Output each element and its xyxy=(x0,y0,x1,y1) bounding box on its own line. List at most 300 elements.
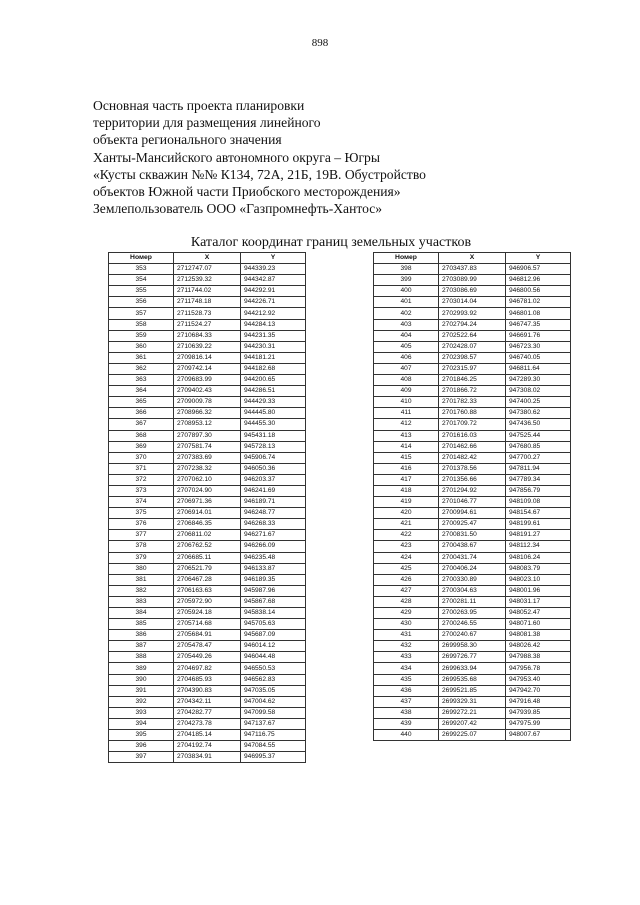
table-row xyxy=(109,596,306,607)
cell-y: 948199.61 xyxy=(506,519,571,530)
cell-number: 354 xyxy=(109,275,174,286)
cell-x: 2704697.82 xyxy=(174,663,241,674)
cell-x: 2709742.14 xyxy=(174,363,241,374)
table-row xyxy=(109,552,306,563)
cell-y: 948031.17 xyxy=(506,596,571,607)
cell-number: 362 xyxy=(109,363,174,374)
cell-number: 378 xyxy=(109,541,174,552)
cell-y: 946014.12 xyxy=(241,641,306,652)
table-row xyxy=(374,386,571,397)
cell-y: 946268.33 xyxy=(241,519,306,530)
table-row xyxy=(109,519,306,530)
cell-number: 377 xyxy=(109,530,174,541)
cell-x: 2707062.10 xyxy=(174,474,241,485)
cell-x: 2705924.18 xyxy=(174,608,241,619)
cell-x: 2701616.03 xyxy=(439,430,506,441)
cell-y: 946691.76 xyxy=(506,330,571,341)
heading-line: объекта регионального значения xyxy=(93,132,282,148)
table-row xyxy=(109,730,306,741)
cell-y: 948109.08 xyxy=(506,497,571,508)
cell-x: 2703089.99 xyxy=(439,275,506,286)
cell-number: 413 xyxy=(374,430,439,441)
cell-x: 2711528.73 xyxy=(174,308,241,319)
cell-x: 2707581.74 xyxy=(174,441,241,452)
cell-y: 944429.33 xyxy=(241,397,306,408)
cell-x: 2703086.69 xyxy=(439,286,506,297)
cell-number: 402 xyxy=(374,308,439,319)
cell-y: 946266.09 xyxy=(241,541,306,552)
table-row xyxy=(109,652,306,663)
cell-y: 944284.13 xyxy=(241,319,306,330)
cell-number: 385 xyxy=(109,619,174,630)
cell-x: 2701462.66 xyxy=(439,441,506,452)
coordinates-table-right xyxy=(373,252,571,741)
cell-y: 946271.67 xyxy=(241,530,306,541)
cell-y: 948007.67 xyxy=(506,730,571,741)
cell-number: 384 xyxy=(109,608,174,619)
cell-x: 2702794.24 xyxy=(439,319,506,330)
table-row xyxy=(374,308,571,319)
table-row xyxy=(109,630,306,641)
table-row xyxy=(109,275,306,286)
cell-x: 2704273.78 xyxy=(174,718,241,729)
table-row xyxy=(109,452,306,463)
cell-number: 390 xyxy=(109,674,174,685)
cell-number: 395 xyxy=(109,730,174,741)
cell-y: 945687.09 xyxy=(241,630,306,641)
cell-y: 945987.96 xyxy=(241,585,306,596)
cell-y: 946781.02 xyxy=(506,297,571,308)
table-row xyxy=(109,541,306,552)
cell-number: 403 xyxy=(374,319,439,330)
cell-x: 2703834.91 xyxy=(174,752,241,763)
cell-x: 2699272.21 xyxy=(439,707,506,718)
table-row xyxy=(109,408,306,419)
cell-y: 948071.60 xyxy=(506,619,571,630)
table-row xyxy=(109,741,306,752)
table-row xyxy=(109,563,306,574)
table-row xyxy=(109,297,306,308)
cell-x: 2700240.67 xyxy=(439,630,506,641)
table-row xyxy=(374,508,571,519)
table-row xyxy=(374,596,571,607)
cell-x: 2701356.66 xyxy=(439,474,506,485)
cell-number: 407 xyxy=(374,363,439,374)
cell-number: 405 xyxy=(374,341,439,352)
cell-x: 2704390.83 xyxy=(174,685,241,696)
cell-x: 2706685.11 xyxy=(174,552,241,563)
cell-x: 2700438.67 xyxy=(439,541,506,552)
cell-number: 436 xyxy=(374,685,439,696)
cell-y: 947700.27 xyxy=(506,452,571,463)
table-header-row xyxy=(374,253,571,264)
heading-line: Землепользователь ООО «Газпромнефть-Хантос» xyxy=(93,201,383,217)
cell-y: 947035.05 xyxy=(241,685,306,696)
cell-y: 945705.63 xyxy=(241,619,306,630)
cell-number: 363 xyxy=(109,375,174,386)
cell-number: 353 xyxy=(109,264,174,275)
heading-line: Ханты-Мансийского автономного округа – Югры xyxy=(93,149,380,165)
cell-number: 374 xyxy=(109,497,174,508)
cell-number: 368 xyxy=(109,430,174,441)
table-row xyxy=(109,663,306,674)
table-row xyxy=(374,652,571,663)
cell-number: 435 xyxy=(374,674,439,685)
table-row xyxy=(109,530,306,541)
table-row xyxy=(374,641,571,652)
cell-number: 437 xyxy=(374,696,439,707)
table-row xyxy=(374,286,571,297)
cell-x: 2700246.55 xyxy=(439,619,506,630)
cell-y: 947956.78 xyxy=(506,663,571,674)
table-row xyxy=(374,297,571,308)
table-row xyxy=(374,352,571,363)
cell-x: 2701046.77 xyxy=(439,497,506,508)
cell-number: 428 xyxy=(374,596,439,607)
table-row xyxy=(109,363,306,374)
cell-x: 2700925.47 xyxy=(439,519,506,530)
cell-number: 425 xyxy=(374,563,439,574)
cell-number: 357 xyxy=(109,308,174,319)
cell-number: 372 xyxy=(109,474,174,485)
table-row xyxy=(374,585,571,596)
cell-y: 947953.40 xyxy=(506,674,571,685)
cell-x: 2704192.74 xyxy=(174,741,241,752)
cell-number: 432 xyxy=(374,641,439,652)
cell-x: 2700304.63 xyxy=(439,585,506,596)
table-row xyxy=(374,552,571,563)
cell-y: 944292.91 xyxy=(241,286,306,297)
cell-x: 2699207.42 xyxy=(439,718,506,729)
cell-x: 2701378.56 xyxy=(439,463,506,474)
cell-x: 2709402.43 xyxy=(174,386,241,397)
cell-number: 422 xyxy=(374,530,439,541)
cell-number: 434 xyxy=(374,663,439,674)
cell-y: 947400.25 xyxy=(506,397,571,408)
table-row xyxy=(374,397,571,408)
cell-x: 2699958.30 xyxy=(439,641,506,652)
cell-x: 2712539.32 xyxy=(174,275,241,286)
cell-number: 406 xyxy=(374,352,439,363)
table-row xyxy=(374,275,571,286)
cell-x: 2711524.27 xyxy=(174,319,241,330)
table-row xyxy=(109,463,306,474)
table-row xyxy=(374,330,571,341)
cell-y: 946811.64 xyxy=(506,363,571,374)
header-x: X xyxy=(174,253,241,264)
cell-number: 367 xyxy=(109,419,174,430)
cell-number: 409 xyxy=(374,386,439,397)
cell-x: 2700994.61 xyxy=(439,508,506,519)
cell-x: 2700263.95 xyxy=(439,608,506,619)
cell-number: 361 xyxy=(109,352,174,363)
table-row xyxy=(109,330,306,341)
cell-x: 2700406.24 xyxy=(439,563,506,574)
cell-x: 2702398.57 xyxy=(439,352,506,363)
cell-number: 404 xyxy=(374,330,439,341)
cell-x: 2699535.68 xyxy=(439,674,506,685)
cell-y: 944181.21 xyxy=(241,352,306,363)
cell-number: 375 xyxy=(109,508,174,519)
table-row xyxy=(374,519,571,530)
table-row xyxy=(374,730,571,741)
cell-number: 364 xyxy=(109,386,174,397)
heading-line: территории для размещения линейного xyxy=(93,115,321,131)
cell-number: 360 xyxy=(109,341,174,352)
cell-y: 944445.80 xyxy=(241,408,306,419)
cell-number: 376 xyxy=(109,519,174,530)
cell-x: 2710639.22 xyxy=(174,341,241,352)
cell-number: 396 xyxy=(109,741,174,752)
cell-y: 948081.38 xyxy=(506,630,571,641)
cell-x: 2708953.12 xyxy=(174,419,241,430)
cell-number: 419 xyxy=(374,497,439,508)
cell-y: 947308.02 xyxy=(506,386,571,397)
cell-number: 379 xyxy=(109,552,174,563)
cell-y: 948191.27 xyxy=(506,530,571,541)
table-row xyxy=(109,608,306,619)
cell-y: 944339.23 xyxy=(241,264,306,275)
cell-y: 947789.34 xyxy=(506,474,571,485)
cell-number: 415 xyxy=(374,452,439,463)
cell-number: 397 xyxy=(109,752,174,763)
cell-x: 2702315.97 xyxy=(439,363,506,374)
table-row xyxy=(374,541,571,552)
table-row xyxy=(374,608,571,619)
cell-y: 948083.79 xyxy=(506,563,571,574)
cell-x: 2711744.02 xyxy=(174,286,241,297)
cell-y: 947004.62 xyxy=(241,696,306,707)
cell-x: 2701760.88 xyxy=(439,408,506,419)
cell-y: 946995.37 xyxy=(241,752,306,763)
table-row xyxy=(109,319,306,330)
cell-x: 2701709.72 xyxy=(439,419,506,430)
cell-number: 371 xyxy=(109,463,174,474)
cell-number: 440 xyxy=(374,730,439,741)
cell-y: 944200.65 xyxy=(241,375,306,386)
cell-x: 2706762.52 xyxy=(174,541,241,552)
cell-y: 947680.85 xyxy=(506,441,571,452)
cell-y: 947289.30 xyxy=(506,375,571,386)
cell-number: 427 xyxy=(374,585,439,596)
table-row xyxy=(374,341,571,352)
cell-y: 946189.35 xyxy=(241,574,306,585)
cell-y: 944226.71 xyxy=(241,297,306,308)
cell-y: 947916.48 xyxy=(506,696,571,707)
table-row xyxy=(109,641,306,652)
table-row xyxy=(374,452,571,463)
cell-y: 946562.83 xyxy=(241,674,306,685)
cell-number: 399 xyxy=(374,275,439,286)
table-row xyxy=(374,485,571,496)
cell-x: 2699633.94 xyxy=(439,663,506,674)
cell-number: 438 xyxy=(374,707,439,718)
cell-number: 392 xyxy=(109,696,174,707)
cell-y: 947137.67 xyxy=(241,718,306,729)
cell-y: 947525.44 xyxy=(506,430,571,441)
cell-number: 416 xyxy=(374,463,439,474)
page-number: 898 xyxy=(311,37,329,49)
cell-y: 946189.71 xyxy=(241,497,306,508)
cell-y: 944212.92 xyxy=(241,308,306,319)
cell-number: 400 xyxy=(374,286,439,297)
cell-y: 948106.24 xyxy=(506,552,571,563)
cell-x: 2711748.18 xyxy=(174,297,241,308)
cell-y: 947988.38 xyxy=(506,652,571,663)
heading-line: объектов Южной части Приобского месторождения» xyxy=(93,184,401,200)
cell-number: 391 xyxy=(109,685,174,696)
cell-number: 366 xyxy=(109,408,174,419)
table-row xyxy=(109,264,306,275)
cell-y: 948023.10 xyxy=(506,574,571,585)
cell-x: 2701294.92 xyxy=(439,485,506,496)
table-row xyxy=(374,696,571,707)
table-row xyxy=(374,430,571,441)
table-row xyxy=(109,386,306,397)
table-row xyxy=(374,563,571,574)
cell-number: 420 xyxy=(374,508,439,519)
cell-x: 2702993.92 xyxy=(439,308,506,319)
table-row xyxy=(109,707,306,718)
cell-y: 947436.50 xyxy=(506,419,571,430)
cell-y: 944230.31 xyxy=(241,341,306,352)
cell-y: 946203.37 xyxy=(241,474,306,485)
cell-x: 2704685.93 xyxy=(174,674,241,685)
table-row xyxy=(374,474,571,485)
cell-y: 944455.30 xyxy=(241,419,306,430)
table-row xyxy=(109,419,306,430)
table-row xyxy=(109,341,306,352)
table-row xyxy=(374,630,571,641)
cell-x: 2701866.72 xyxy=(439,386,506,397)
cell-number: 423 xyxy=(374,541,439,552)
table-row xyxy=(109,574,306,585)
table-row xyxy=(374,463,571,474)
table-row xyxy=(109,430,306,441)
cell-y: 945867.68 xyxy=(241,596,306,607)
cell-number: 431 xyxy=(374,630,439,641)
table-header-row xyxy=(109,253,306,264)
cell-x: 2705478.47 xyxy=(174,641,241,652)
cell-y: 947942.70 xyxy=(506,685,571,696)
coordinates-table-left xyxy=(108,252,306,763)
cell-y: 945728.13 xyxy=(241,441,306,452)
cell-x: 2703437.83 xyxy=(439,264,506,275)
table-row xyxy=(374,375,571,386)
cell-number: 430 xyxy=(374,619,439,630)
cell-x: 2701782.33 xyxy=(439,397,506,408)
cell-number: 401 xyxy=(374,297,439,308)
cell-x: 2699225.07 xyxy=(439,730,506,741)
header-x: X xyxy=(439,253,506,264)
cell-y: 947116.75 xyxy=(241,730,306,741)
cell-y: 947939.85 xyxy=(506,707,571,718)
table-row xyxy=(109,619,306,630)
cell-number: 393 xyxy=(109,707,174,718)
cell-x: 2706846.35 xyxy=(174,519,241,530)
cell-number: 417 xyxy=(374,474,439,485)
cell-x: 2699521.85 xyxy=(439,685,506,696)
cell-number: 383 xyxy=(109,596,174,607)
table-row xyxy=(374,674,571,685)
cell-number: 386 xyxy=(109,630,174,641)
cell-number: 358 xyxy=(109,319,174,330)
cell-number: 356 xyxy=(109,297,174,308)
cell-number: 418 xyxy=(374,485,439,496)
table-row xyxy=(109,286,306,297)
cell-number: 421 xyxy=(374,519,439,530)
table-row xyxy=(109,585,306,596)
cell-x: 2704185.14 xyxy=(174,730,241,741)
cell-x: 2712747.07 xyxy=(174,264,241,275)
cell-x: 2705449.26 xyxy=(174,652,241,663)
cell-number: 429 xyxy=(374,608,439,619)
cell-y: 947380.62 xyxy=(506,408,571,419)
cell-x: 2702428.07 xyxy=(439,341,506,352)
cell-y: 944286.51 xyxy=(241,386,306,397)
cell-x: 2704282.77 xyxy=(174,707,241,718)
header-y: Y xyxy=(506,253,571,264)
cell-x: 2700330.89 xyxy=(439,574,506,585)
table-row xyxy=(374,419,571,430)
cell-x: 2701482.42 xyxy=(439,452,506,463)
cell-y: 948154.67 xyxy=(506,508,571,519)
table-row xyxy=(374,363,571,374)
cell-y: 948112.34 xyxy=(506,541,571,552)
cell-y: 947856.79 xyxy=(506,485,571,496)
cell-number: 439 xyxy=(374,718,439,729)
cell-number: 410 xyxy=(374,397,439,408)
cell-x: 2704342.11 xyxy=(174,696,241,707)
cell-y: 946235.48 xyxy=(241,552,306,563)
cell-y: 946550.53 xyxy=(241,663,306,674)
table-row xyxy=(374,264,571,275)
cell-number: 388 xyxy=(109,652,174,663)
cell-number: 411 xyxy=(374,408,439,419)
catalog-title: Каталог координат границ земельных участков xyxy=(190,235,472,250)
table-row xyxy=(374,718,571,729)
table-row xyxy=(109,508,306,519)
table-row xyxy=(109,497,306,508)
cell-x: 2706467.28 xyxy=(174,574,241,585)
cell-x: 2706971.36 xyxy=(174,497,241,508)
cell-y: 946740.05 xyxy=(506,352,571,363)
table-row xyxy=(109,308,306,319)
table-row xyxy=(109,674,306,685)
cell-y: 947084.55 xyxy=(241,741,306,752)
table-row xyxy=(109,441,306,452)
cell-y: 947099.58 xyxy=(241,707,306,718)
cell-y: 946800.56 xyxy=(506,286,571,297)
cell-y: 946906.57 xyxy=(506,264,571,275)
cell-y: 946248.77 xyxy=(241,508,306,519)
cell-number: 380 xyxy=(109,563,174,574)
cell-y: 945431.18 xyxy=(241,430,306,441)
table-row xyxy=(374,441,571,452)
table-row xyxy=(374,663,571,674)
table-row xyxy=(109,474,306,485)
cell-x: 2707238.32 xyxy=(174,463,241,474)
cell-x: 2706914.01 xyxy=(174,508,241,519)
table-row xyxy=(109,685,306,696)
cell-x: 2705684.91 xyxy=(174,630,241,641)
table-row xyxy=(109,485,306,496)
cell-number: 398 xyxy=(374,264,439,275)
cell-y: 948052.47 xyxy=(506,608,571,619)
cell-x: 2701846.25 xyxy=(439,375,506,386)
cell-number: 394 xyxy=(109,718,174,729)
cell-x: 2707383.69 xyxy=(174,452,241,463)
